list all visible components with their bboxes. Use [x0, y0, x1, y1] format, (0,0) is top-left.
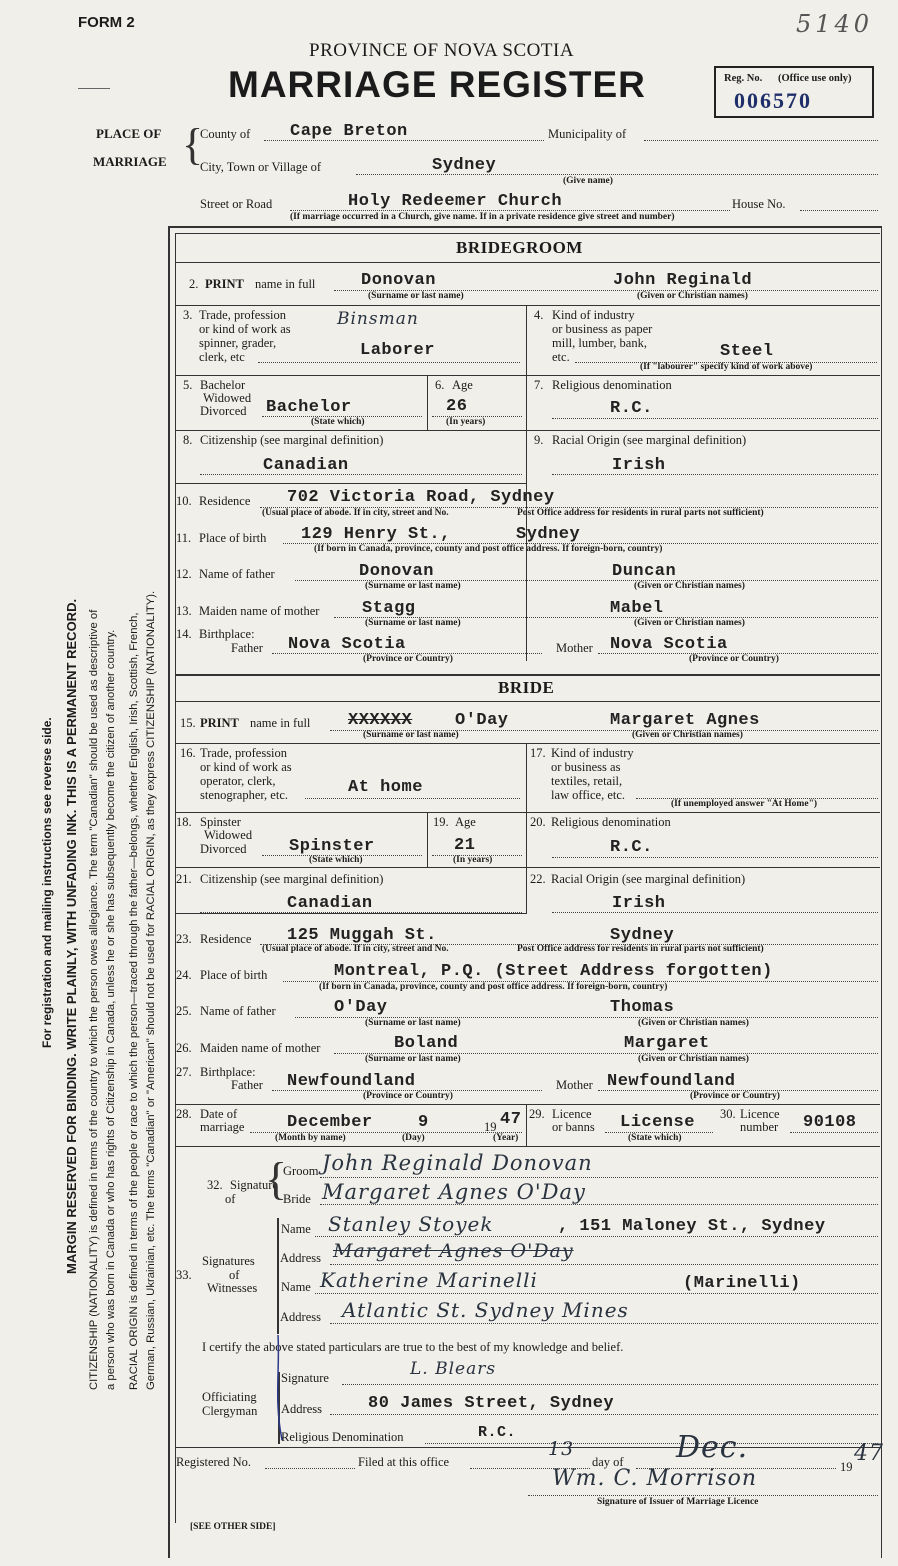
field-12-label: Name of father	[199, 567, 275, 581]
groom-origin: Irish	[612, 456, 666, 475]
clergy-sig-label: Signature	[281, 1371, 329, 1385]
field-20-label: Religious denomination	[551, 815, 671, 829]
field-22-label: Racial Origin (see marginal definition)	[551, 872, 746, 886]
filed-label: Filed at this office	[358, 1455, 450, 1469]
field-5-l3: Divorced	[200, 404, 247, 418]
bride-surname-cap: (Surname or last name)	[363, 730, 459, 740]
bride-industry-cap: (If unemployed answer "At Home")	[671, 799, 818, 809]
pen-stroke	[268, 1330, 298, 1450]
bride-birth-cap: (If born in Canada, province, county and post office address. If foreign-born, country)	[319, 982, 668, 992]
field-9-num: 9.	[534, 433, 544, 447]
bride-father-bp-cap: (Province or Country)	[363, 1091, 453, 1101]
bride-father-cap2: (Given or Christian names)	[638, 1018, 749, 1028]
field-29-l1: Licence	[552, 1107, 592, 1121]
field-18-l1: Spinster	[200, 815, 241, 829]
bride-mother-birthplace: Newfoundland	[607, 1072, 736, 1091]
field-19-label: Age	[455, 815, 476, 829]
field-14-num: 14.	[176, 627, 192, 641]
groom-mother-given: Mabel	[610, 599, 664, 618]
field-17-l3: textiles, retail,	[551, 774, 623, 788]
groom-status-cap: (State which)	[311, 417, 365, 427]
city-label: City, Town or Village of	[200, 160, 322, 174]
groom-age: 26	[446, 397, 468, 416]
witness2-signature: Katherine Marinelli	[320, 1268, 538, 1292]
field-26-label: Maiden name of mother	[200, 1041, 321, 1055]
street-label: Street or Road	[200, 197, 273, 211]
bride-mother-surname: Boland	[394, 1034, 459, 1053]
field-9-label: Racial Origin (see marginal definition)	[552, 433, 747, 447]
field-21-num: 21.	[176, 872, 192, 886]
field-11-label: Place of birth	[199, 531, 267, 545]
issuer-caption: Signature of Issuer of Marriage Licence	[597, 1497, 759, 1507]
clergy-denom-label: Religious Denomination	[281, 1430, 404, 1444]
field-17-l2: or business as	[551, 760, 621, 774]
field-16-num: 16.	[180, 746, 196, 760]
bride-residence-a: 125 Muggah St.	[287, 926, 437, 945]
field-4-l2: or business as paper	[552, 322, 653, 336]
field-18-num: 18.	[176, 815, 192, 829]
groom-residence-cap1: (Usual place of abode. If in city, street and No.	[262, 508, 449, 518]
field-6-num: 6.	[435, 378, 445, 392]
marriage-day-cap: (Day)	[402, 1133, 425, 1143]
field-10-num: 10.	[176, 494, 192, 508]
marriage-year-cap: (Year)	[493, 1133, 519, 1143]
field-14-label: Birthplace:	[199, 627, 255, 641]
registered-label: Registered No.	[176, 1455, 251, 1469]
county-label: County of	[200, 127, 251, 141]
bride-label: Bride	[283, 1192, 311, 1206]
bride-citizenship: Canadian	[287, 894, 373, 913]
issuer-signature: Wm. C. Morrison	[552, 1466, 758, 1491]
field-32-l2: of	[225, 1192, 236, 1206]
bride-trade: At home	[348, 778, 423, 797]
field-4-l1: Kind of industry	[552, 308, 635, 322]
groom-residence-cap2: Post Office address for residents in rural parts not sufficient)	[517, 508, 764, 518]
licence-type: License	[620, 1113, 695, 1132]
field-8-label: Citizenship (see marginal definition)	[200, 433, 384, 447]
groom-industry-cap: (If "labourer" specify kind of work above)	[640, 362, 813, 372]
groom-signature: John Reginald Donovan	[322, 1151, 593, 1175]
field-30-l1: Licence	[740, 1107, 780, 1121]
field-15-print: PRINT	[200, 716, 239, 730]
field-15-num: 15.	[180, 716, 196, 730]
field-28-num: 28.	[176, 1107, 192, 1121]
form-id: FORM 2	[78, 14, 135, 31]
field-30-l2: number	[740, 1120, 779, 1134]
house-label: House No.	[732, 197, 786, 211]
field-7-num: 7.	[534, 378, 544, 392]
margin-notes	[0, 0, 180, 1566]
field-17-l1: Kind of industry	[551, 746, 634, 760]
field-28-l2: marriage	[200, 1120, 245, 1134]
field-13-num: 13.	[176, 604, 192, 618]
groom-surname: Donovan	[361, 271, 436, 290]
field-22-num: 22.	[530, 872, 546, 886]
day-of-label: day of	[592, 1455, 624, 1469]
bride-father-cap1: (Surname or last name)	[365, 1018, 461, 1028]
field-33-l2: of	[229, 1268, 240, 1282]
groom-trade-handwritten: Binsman	[337, 309, 419, 329]
street-value: Holy Redeemer Church	[348, 192, 563, 211]
margin-line-5: RACIAL ORIGIN is defined in terms of the people or race to which the person—traced through the father—belongs, whether English, Irish, Scottish, French,	[128, 612, 140, 1390]
bride-age-cap: (In years)	[453, 855, 493, 865]
groom-mother-cap1: (Surname or last name)	[365, 618, 461, 628]
brace-32: {	[265, 1153, 288, 1204]
witness2-address: Atlantic St. Sydney Mines	[342, 1298, 629, 1322]
field-16-l1: Trade, profession	[200, 746, 288, 760]
groom-status: Bachelor	[266, 398, 352, 417]
margin-line-1: For registration and mailing instructions see reverse side.	[40, 717, 54, 1048]
filed-day: 13	[548, 1438, 575, 1460]
bride-father-given: Thomas	[610, 998, 675, 1017]
field-19-num: 19.	[433, 815, 449, 829]
field-23-num: 23.	[176, 932, 192, 946]
groom-mother-birthplace: Nova Scotia	[610, 635, 728, 654]
bride-age: 21	[454, 836, 476, 855]
margin-line-2: MARGIN RESERVED FOR BINDING. WRITE PLAINLY, WITH UNFADING INK. THIS IS A PERMANENT RECORD.	[64, 598, 79, 1274]
county-value: Cape Breton	[290, 122, 408, 141]
filed-month: Dec.	[676, 1430, 749, 1465]
field-18-l3: Divorced	[200, 842, 247, 856]
archive-number: 5140	[796, 10, 874, 38]
city-value: Sydney	[432, 156, 497, 175]
bride-given: Margaret Agnes	[610, 711, 760, 730]
groom-surname-cap: (Surname or last name)	[368, 291, 464, 301]
witness2-typed: (Marinelli)	[683, 1274, 801, 1293]
clergy-signature: L. Blears	[410, 1359, 497, 1379]
groom-given-cap: (Given or Christian names)	[637, 291, 748, 301]
city-caption: (Give name)	[563, 176, 613, 186]
groom-father-birthplace: Nova Scotia	[288, 635, 406, 654]
field-27-father: Father	[231, 1078, 263, 1092]
field-3-num: 3.	[183, 308, 193, 322]
bride-heading: BRIDE	[498, 678, 555, 697]
reg-office-note: (Office use only)	[778, 73, 852, 84]
groom-father-given: Duncan	[612, 562, 677, 581]
groom-label: Groom	[283, 1164, 319, 1178]
certify-statement: I certify the above stated particulars are true to the best of my knowledge and belief.	[202, 1340, 624, 1354]
field-4-l4: etc.	[552, 350, 570, 364]
groom-religion: R.C.	[610, 399, 653, 418]
reg-label: Reg. No.	[724, 73, 763, 84]
brace: {	[182, 120, 204, 169]
filed-year: 47	[854, 1441, 884, 1466]
groom-birth-b: Sydney	[516, 525, 581, 544]
field-30-num: 30.	[720, 1107, 736, 1121]
bride-residence-cap2: Post Office address for residents in rural parts not sufficient)	[517, 944, 764, 954]
licence-type-cap: (State which)	[628, 1133, 682, 1143]
groom-citizenship: Canadian	[263, 456, 349, 475]
w2-address-label: Address	[280, 1310, 321, 1324]
field-12-num: 12.	[176, 567, 192, 581]
bride-mother-bp-cap: (Province or Country)	[690, 1091, 780, 1101]
field-13-label: Maiden name of mother	[199, 604, 320, 618]
groom-father-cap1: (Surname or last name)	[365, 581, 461, 591]
field-2-print: PRINT	[205, 277, 244, 291]
witness1-signature: Stanley Stoyek	[328, 1212, 494, 1236]
clergy-address-label: Address	[281, 1402, 322, 1416]
field-3-l3: spinner, grader,	[199, 336, 277, 350]
witness1-address-typed: , 151 Maloney St., Sydney	[558, 1217, 826, 1236]
bride-mother-cap2: (Given or Christian names)	[638, 1054, 749, 1064]
field-17-num: 17.	[530, 746, 546, 760]
field-24-num: 24.	[176, 968, 192, 982]
field-8-num: 8.	[183, 433, 193, 447]
groom-birth-a: 129 Henry St.,	[301, 525, 451, 544]
bride-status-cap: (State which)	[309, 855, 363, 865]
field-33-l1: Signatures	[202, 1254, 255, 1268]
field-21-label: Citizenship (see marginal definition)	[200, 872, 384, 886]
groom-birth-cap: (If born in Canada, province, county and post office address. If foreign-born, country)	[314, 544, 663, 554]
field-5-num: 5.	[183, 378, 193, 392]
reg-number-box	[714, 66, 874, 118]
field-3-l2: or kind of work as	[199, 322, 291, 336]
licence-number: 90108	[803, 1113, 857, 1132]
field-23-label: Residence	[200, 932, 252, 946]
province-title: PROVINCE OF NOVA SCOTIA	[309, 40, 575, 61]
groom-age-cap: (In years)	[446, 417, 486, 427]
groom-mother-bp-cap: (Province or Country)	[689, 654, 779, 664]
filed-year-prefix: 19	[840, 1460, 853, 1474]
field-16-l4: stenographer, etc.	[200, 788, 289, 802]
witness1-address-struck: Margaret Agnes O'Day	[333, 1240, 574, 1262]
groom-trade: Laborer	[360, 341, 435, 360]
field-6-label: Age	[452, 378, 473, 392]
groom-father-surname: Donovan	[359, 562, 434, 581]
groom-given: John Reginald	[613, 271, 753, 290]
place-heading-1: PLACE OF	[96, 126, 162, 141]
street-caption: (If marriage occurred in a Church, give name. If in a private residence give street and number)	[290, 212, 675, 222]
margin-line-4: a person who was born in Canada or who has rights of Citizenship in Canada, unless he or she has subsequently become the citizen of another country.	[105, 629, 117, 1390]
field-33-num: 33.	[176, 1268, 192, 1282]
field-27-mother: Mother	[556, 1078, 593, 1092]
field-4-num: 4.	[534, 308, 544, 322]
bride-origin: Irish	[612, 894, 666, 913]
bride-given-cap: (Given or Christian names)	[632, 730, 743, 740]
field-32-l1: Signature	[230, 1178, 278, 1192]
bride-birthplace: Montreal, P.Q. (Street Address forgotten)	[334, 962, 773, 981]
field-29-num: 29.	[529, 1107, 545, 1121]
bride-status: Spinster	[289, 837, 375, 856]
w2-name-label: Name	[281, 1280, 311, 1294]
field-14-father: Father	[231, 641, 263, 655]
field-24-label: Place of birth	[200, 968, 268, 982]
field-14-mother: Mother	[556, 641, 593, 655]
officiating-l1: Officiating	[202, 1390, 257, 1404]
field-20-num: 20.	[530, 815, 546, 829]
see-other-side: [SEE OTHER SIDE]	[190, 1522, 276, 1532]
field-16-l2: or kind of work as	[200, 760, 292, 774]
field-17-l4: law office, etc.	[551, 788, 626, 802]
bride-mother-cap1: (Surname or last name)	[365, 1054, 461, 1064]
field-10-label: Residence	[199, 494, 251, 508]
bride-residence-b: Sydney	[610, 926, 675, 945]
page-title: MARRIAGE REGISTER	[228, 64, 646, 105]
bride-surname: O'Day	[455, 711, 509, 730]
reg-number: 006570	[734, 88, 812, 113]
bride-struck-name: XXXXXX	[348, 711, 413, 730]
groom-mother-surname: Stagg	[362, 599, 416, 618]
field-27-label: Birthplace:	[200, 1065, 256, 1079]
place-heading-2: MARRIAGE	[93, 154, 167, 169]
clergy-denomination: R.C.	[478, 1424, 517, 1441]
marriage-month: December	[287, 1113, 373, 1132]
field-15-label: name in full	[250, 716, 311, 730]
bride-father-birthplace: Newfoundland	[287, 1072, 416, 1091]
field-11-num: 11.	[176, 531, 192, 545]
field-5-l1: Bachelor	[200, 378, 246, 392]
marriage-year-prefix: 19	[484, 1120, 497, 1134]
groom-industry: Steel	[720, 342, 774, 361]
marriage-month-cap: (Month by name)	[275, 1133, 346, 1143]
bride-residence-cap1: (Usual place of abode. If in city, street and No.	[262, 944, 449, 954]
bride-father-surname: O'Day	[334, 998, 388, 1017]
bride-mother-given: Margaret	[624, 1034, 710, 1053]
field-29-l2: or banns	[552, 1120, 595, 1134]
field-5-l2: Widowed	[203, 391, 252, 405]
groom-father-bp-cap: (Province or Country)	[363, 654, 453, 664]
field-18-l2: Widowed	[204, 828, 253, 842]
field-3-l1: Trade, profession	[199, 308, 287, 322]
municipality-label: Municipality of	[548, 127, 627, 141]
w1-address-label: Address	[280, 1251, 321, 1265]
field-4-l3: mill, lumber, bank,	[552, 336, 647, 350]
field-27-num: 27.	[176, 1065, 192, 1079]
groom-father-cap2: (Given or Christian names)	[634, 581, 745, 591]
field-26-num: 26.	[176, 1041, 192, 1055]
marriage-year: 47	[500, 1110, 522, 1129]
field-25-label: Name of father	[200, 1004, 276, 1018]
field-32-num: 32.	[207, 1178, 223, 1192]
margin-line-3: CITIZENSHIP (NATIONALITY) is defined in terms of the country to which the person owes allegiance. The term "Canadian" should be used as descriptive of	[88, 609, 100, 1390]
bride-signature: Margaret Agnes O'Day	[322, 1180, 586, 1204]
bridegroom-heading: BRIDEGROOM	[456, 238, 583, 257]
field-25-num: 25.	[176, 1004, 192, 1018]
field-28-l1: Date of	[200, 1107, 238, 1121]
field-2-label: name in full	[255, 277, 316, 291]
field-2-num: 2.	[189, 277, 199, 291]
field-7-label: Religious denomination	[552, 378, 672, 392]
officiating-l2: Clergyman	[202, 1404, 258, 1418]
clergy-address: 80 James Street, Sydney	[368, 1394, 615, 1413]
field-3-l4: clerk, etc	[199, 350, 245, 364]
groom-residence: 702 Victoria Road, Sydney	[287, 488, 555, 507]
bride-religion: R.C.	[610, 838, 653, 857]
margin-line-6: German, Russian, Ukrainian, etc. The terms "Canadian" or "American" should not be used for RACIAL ORIGIN, as they express CITIZENSHIP (NATIONALITY).	[145, 590, 157, 1390]
field-16-l3: operator, clerk,	[200, 774, 276, 788]
w1-name-label: Name	[281, 1222, 311, 1236]
groom-mother-cap2: (Given or Christian names)	[634, 618, 745, 628]
field-33-l3: Witnesses	[207, 1281, 258, 1295]
marriage-day: 9	[418, 1113, 429, 1132]
